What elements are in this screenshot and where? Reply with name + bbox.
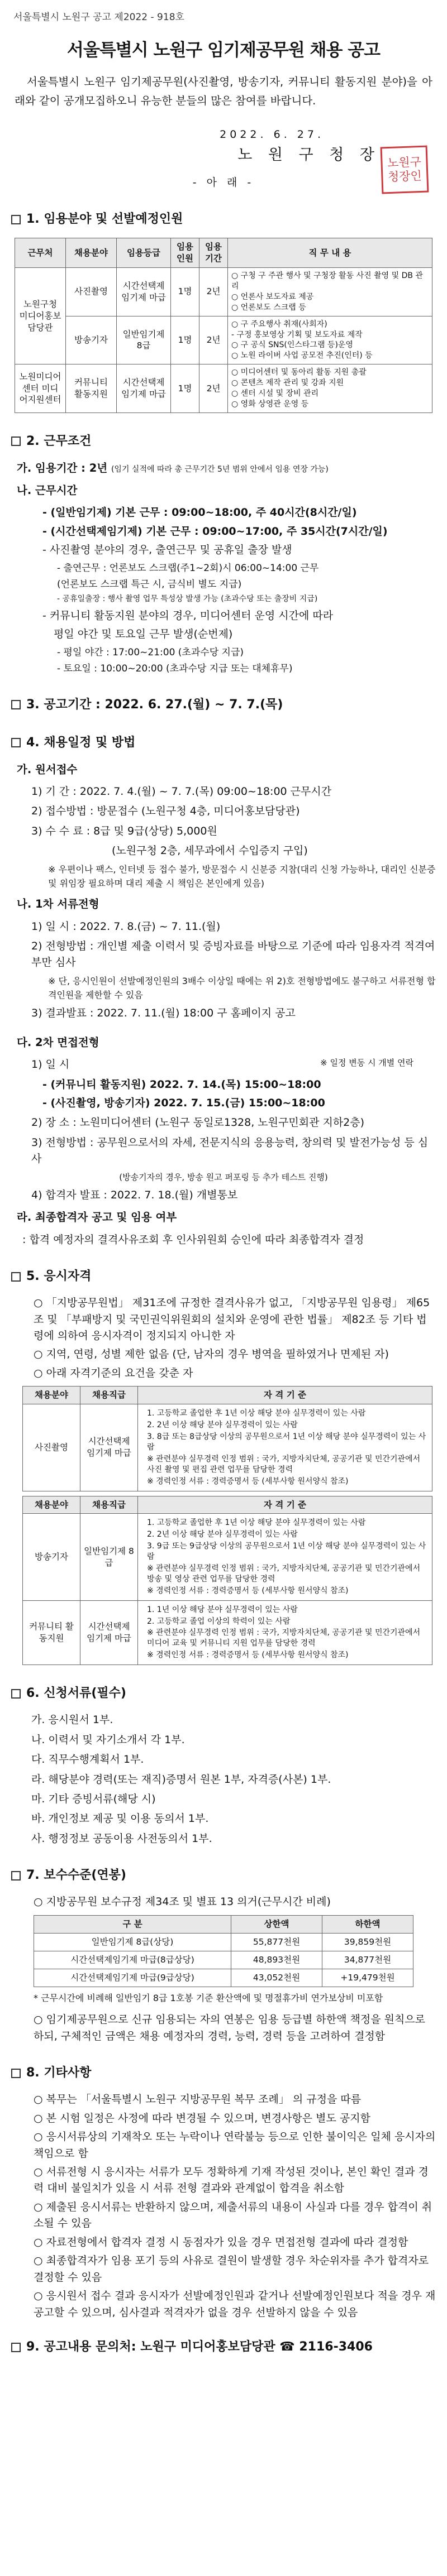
document-item: 라. 해당분야 경력(또는 재직)증명서 원본 1부, 자격증(사본) 1부. (31, 1773, 331, 1786)
cell-max: 55,877천원 (231, 1933, 322, 1951)
cell-period: 2년 (199, 364, 228, 413)
cell-count: 1명 (171, 316, 199, 364)
interview-place: 2) 장 소 : 노원미디어센터 (노원구 동일로1328, 노원구민회관 지하2층) (31, 1116, 365, 1129)
cell-category: 일반임기제 8급(상당) (34, 1933, 231, 1951)
table-row (23, 1514, 432, 1600)
duty-line: - 구정 홍보영상 기획 및 보도자료 제작 (231, 330, 363, 339)
cell-grade: 시간선택제 임기제 마급 (80, 1600, 138, 1664)
cell-grade: 일반임기제 8급 (80, 1514, 138, 1600)
contact-info: 9. 공고내용 문의처: 노원구 미디어홍보담당관 ☎ 2116-3406 (26, 2339, 373, 2354)
cell-max: 43,052천원 (231, 1969, 322, 1987)
duty-line: ○ 언론보도 스크랩 등 (231, 303, 306, 312)
application-heading: 가. 원서접수 (17, 762, 78, 776)
qualification-bullet: ○ 지역, 연령, 성별 제한 없음 (단, 남자의 경우 병역을 필하였거나 면제된 자) (34, 1348, 389, 1361)
table-row (15, 364, 432, 413)
qualification-table-1 (22, 1386, 432, 1491)
table-row (15, 316, 432, 364)
section-1-title: 1. 임용분야 및 선발예정인원 (26, 212, 183, 227)
salary-note: * 근무시간에 비례해 일반임기 8급 1호봉 기준 환산액에 및 명절휴가비 연가보상비 미포함 (34, 1992, 383, 2003)
hours-line: - 출연근무 : 언론보도 스크랩(주1~2회)시 06:00~14:00 근무 (57, 562, 319, 574)
cell-field: 방송기자 (23, 1514, 80, 1600)
table-row (23, 1404, 432, 1491)
col-reqs: 자 격 기 준 (138, 1496, 432, 1514)
cell-office: 노원구청 미디어홍보담당관 (15, 268, 66, 364)
col-category: 구 분 (34, 1915, 231, 1933)
req-item: 1. 1년 이상 해당 분야 실무경력이 있는 사람 (147, 1605, 298, 1614)
document-item: 바. 개인정보 제공 및 이용 동의서 1부. (31, 1812, 209, 1825)
position-table-wrap (15, 238, 432, 413)
section-7-heading (11, 1866, 436, 1885)
table-row (15, 268, 432, 316)
cell-min: +19,479천원 (322, 1969, 413, 1987)
cell-max: 48,893천원 (231, 1951, 322, 1969)
qualification-table-2 (22, 1496, 432, 1666)
col-duties: 직 무 내 용 (228, 238, 432, 268)
intro-text: 서울특별시 노원구 임기제공무원(사진촬영, 방송기자, 커뮤니티 활동지원 분야)을 아래와 같이 공개모집하오니 유능한 분들의 많은 참여를 바랍니다. (15, 75, 432, 107)
qualification-bullet: ○ 아래 자격기준의 요건을 갖춘 자 (34, 1366, 193, 1379)
application-item: 2) 접수방법 : 방문접수 (노원구청 4층, 미디어홍보담당관) (31, 805, 300, 818)
doc-screening-item: 1) 일 시 : 2022. 7. 8.(금) ~ 7. 11.(월) (31, 920, 221, 933)
interview-date-note: ※ 일정 변동 시 개별 연락 (320, 1058, 413, 1068)
interview-result: 4) 합격자 발표 : 2022. 7. 18.(월) 개별통보 (31, 1188, 238, 1201)
hours-line: 평일 야간 및 토요일 근무 발생(순번제) (54, 628, 233, 641)
cell-category: 시간선택제임기제 마급(9급상당) (34, 1969, 231, 1987)
official-seal (381, 146, 429, 194)
interview-date-label: 1) 일 시 (31, 1058, 70, 1071)
duty-line: ○ 노원 라이버 사업 공모전 추진(인터) 등 (231, 351, 373, 361)
table-row (34, 1951, 413, 1969)
table-row (23, 1600, 432, 1664)
application-note: ※ 우편이나 팩스, 인터넷 등 접수 불가, 방문접수 시 신분증 지참(대리 신청 가능하나, 대리인 신분증 및 위임장 필요하며 대리 제출 시 책임은 본인에게 있음) (48, 864, 436, 889)
duty-line: ○ 영화 상영관 운영 등 (231, 399, 309, 409)
section-2-heading (11, 432, 436, 451)
hours-line: - 평일 야간 : 17:00~21:00 (초과수당 지급) (57, 646, 244, 658)
interview-date-row (31, 1057, 436, 1073)
hours-line: - (일반임기제) 기본 근무 : 09:00~18:00, 주 40시간(8시간/일) (42, 506, 357, 519)
hours-line: (언론보도 스크랩 특근 시, 금식비 별도 지급) (57, 578, 242, 590)
term-heading (17, 460, 436, 477)
section-6-heading (11, 1684, 436, 1703)
req-item: 3. 9급 또는 9급상당 이상의 공무원으로서 1년 이상 해당 분야 실무경력이 있는 사람 (147, 1542, 426, 1562)
hours-line: - 사진촬영 분야의 경우, 출연근무 및 공휴일 출장 발생 (42, 544, 292, 557)
section-3-heading (11, 695, 436, 714)
square-bullet-icon (11, 2069, 21, 2078)
section-7-title: 7. 보수수준(연봉) (26, 1868, 126, 1883)
cell-grade: 시간선택제 임기제 마급 (80, 1404, 138, 1491)
req-list (141, 1518, 429, 1596)
col-field: 채용분야 (66, 238, 117, 268)
col-grade: 채용직급 (80, 1496, 138, 1514)
cell-field: 사진촬영 (66, 268, 117, 316)
notice-date: 2022. 6. 27. (220, 128, 324, 141)
document-item: 가. 응시원서 1부. (31, 1714, 113, 1726)
section-9-heading (11, 2338, 436, 2357)
misc-item: ○ 최종합격자가 임용 포기 등의 사유로 결원이 발생할 경우 차순위자를 추가 합격자로 결정할 수 있음 (34, 2254, 429, 2284)
cell-field: 커뮤니티 활동지원 (23, 1600, 80, 1664)
req-note: ※ 경력인정 서류 : 경력증명서 등 (세부사항 원서양식 참조) (147, 1651, 349, 1660)
square-bullet-icon (11, 1689, 21, 1699)
hours-line: - 공휴일출장 : 행사 촬영 업무 특성상 발생 가능 (초과수당 또는 출장비 지급) (57, 594, 318, 604)
doc-screening-note: ※ 단, 응시인원이 선발예정인원의 3배수 이상일 때에는 위 2)호 전형방법에도 불구하고 서류전형 합격인원을 제한할 수 있음 (48, 975, 436, 1000)
table-header-row (23, 1496, 432, 1514)
section-5-heading (11, 1267, 436, 1286)
position-table (15, 238, 432, 413)
cell-field: 방송기자 (66, 316, 117, 364)
cell-grade: 일반임기제 8급 (117, 316, 171, 364)
square-bullet-icon (11, 738, 21, 747)
col-max: 상한액 (231, 1915, 322, 1933)
duty-line: ○ 구청 구 주관 행사 및 구청장 활동 사진 촬영 및 DB 관리 (231, 271, 423, 291)
col-min: 하한액 (322, 1915, 413, 1933)
final-text: : 합격 예정자의 결격사유조회 후 인사위원회 승인에 따라 최종합격자 결정 (22, 1233, 364, 1246)
cell-reqs (138, 1514, 432, 1600)
qualification-table-2-wrap (22, 1496, 432, 1666)
cell-duties (228, 268, 432, 316)
cell-min: 34,877천원 (322, 1951, 413, 1969)
document-item: 나. 이력서 및 자기소개서 각 1부. (31, 1733, 185, 1746)
qualification-table-1-wrap (22, 1386, 432, 1491)
doc-screening-item: 3) 결과발표 : 2022. 7. 11.(월) 18:00 구 홈페이지 공고 (31, 1007, 296, 1020)
square-bullet-icon (11, 436, 21, 446)
doc-screening-item: 2) 전형방법 : 개인별 제출 이력서 및 증빙자료를 바탕으로 기준에 따라 임용자격 적격여부만 심사 (31, 939, 435, 969)
doc-screening-heading: 나. 1차 서류전형 (17, 898, 99, 911)
req-item: 1. 고등학교 졸업한 후 1년 이상 해당 분야 실무경력이 있는 사람 (147, 1409, 366, 1418)
req-note: ※ 경력인정 서류 : 경력증명서 등 (세부사항 원서양식 참조) (147, 1476, 349, 1486)
duty-line: ○ 센터 시설 및 장비 관리 (231, 389, 319, 399)
interview-time: - (커뮤니티 활동지원) 2022. 7. 14.(목) 15:00~18:00 (42, 1078, 321, 1091)
cell-count: 1명 (171, 364, 199, 413)
table-row (34, 1969, 413, 1987)
notice-page (11, 0, 436, 2357)
cell-period: 2년 (199, 268, 228, 316)
cell-field: 사진촬영 (23, 1404, 80, 1491)
section-8-heading (11, 2064, 436, 2083)
duty-line: ○ 구 주요행사 취재(사회자) (231, 319, 327, 329)
col-period: 임용기간 (199, 238, 228, 268)
section-1-heading (11, 210, 436, 229)
seal-line-2: 청장인 (387, 169, 422, 184)
section-6-title: 6. 신청서류(필수) (26, 1686, 126, 1701)
cell-duties (228, 316, 432, 364)
section-4-title: 4. 채용일정 및 방법 (26, 735, 136, 750)
cell-grade: 시간선택제 임기제 마급 (117, 364, 171, 413)
document-item: 다. 직무수행계획서 1부. (31, 1753, 144, 1766)
square-bullet-icon (11, 2343, 21, 2352)
misc-item: ○ 서류전형 시 응시자는 서류가 모두 정확하게 기재 작성된 것이나, 본인 확인 결과 경력 대비 불일치가 있을 시 서류 전형 결과와 관계없이 합격을 취소함 (34, 2166, 429, 2195)
col-count: 임용인원 (171, 238, 199, 268)
req-note: ※ 관련분야 실무경력 인정 범위 : 국가, 지방자치단체, 공공기관 및 민간기관에서 사진 촬영 및 편집 관련 업무를 담당한 경력 (147, 1454, 421, 1474)
section-5-title: 5. 응시자격 (26, 1269, 92, 1284)
col-grade: 채용직급 (80, 1387, 138, 1404)
cell-min: 39,859천원 (322, 1933, 413, 1951)
application-item: (노원구청 2층, 세무과에서 수입증지 구입) (112, 845, 308, 857)
misc-item: ○ 응시서류상의 기재착오 또는 누락이나 연락불능 등으로 인한 불이익은 일체 응시자의 책임으로 함 (34, 2131, 436, 2160)
req-note: ※ 경력인정 서류 : 경력증명서 등 (세부사항 원서양식 참조) (147, 1586, 349, 1595)
term-note: (임기 실적에 따라 총 근무기간 5년 범위 안에서 임용 연장 가능) (111, 464, 329, 474)
salary-bullet: ○ 임기제공무원으로 신규 임용되는 자의 연봉은 임용 등급별 하한액 책정을 원칙으로 하되, 구체적인 금액은 채용 예정자의 경력, 능력, 경력 등을 고려하여 결정함 (34, 2013, 426, 2042)
salary-intro: ○ 지방공무원 보수규정 제34조 및 별표 13 의거(근무시간 비례) (34, 1896, 331, 1908)
misc-item: ○ 본 시험 일정은 사정에 따라 변경될 수 있으며, 변경사항은 별도 공지함 (34, 2112, 370, 2124)
section-2-title: 2. 근무조건 (26, 434, 92, 448)
req-item: 1. 고등학교 졸업한 후 1년 이상 해당 분야 실무경력이 있는 사람 (147, 1518, 366, 1528)
document-item: 사. 행정정보 공동이용 사전동의서 1부. (31, 1832, 212, 1845)
req-item: 2. 고등학교 졸업 이상의 학력이 있는 사람 (147, 1616, 291, 1626)
issuer: 노 원 구 청 장 (237, 146, 380, 164)
table-row (34, 1933, 413, 1951)
seal-line-1: 노원구 (387, 155, 422, 170)
cell-field: 커뮤니티 활동지원 (66, 364, 117, 413)
cell-count: 1명 (171, 268, 199, 316)
misc-item: ○ 복무는 「서울특별시 노원구 지방공무원 복무 조례」 의 규정을 따름 (34, 2093, 362, 2106)
hours-heading: 나. 근무시간 (17, 484, 78, 497)
cell-reqs (138, 1600, 432, 1664)
qualification-bullet: ○ 「지방공무원법」 제31조에 규정한 결격사유가 없고, 「지방공무원 임용령」 제65조 및 「부패방지 및 국민권익위원회의 설치와 운영에 관한 법률」 제82조 등 기타 법령에 의하여 응시자격이 정지되지 아니한 자 (34, 1297, 430, 1342)
duty-line: ○ 언론사 보도자료 제공 (231, 292, 314, 301)
application-item: 3) 수 수 료 : 8급 및 9급(상당) 5,000원 (31, 824, 217, 837)
cell-duties (228, 364, 432, 413)
duty-line: ○ 구 공식 SNS(인스타그램 등)운영 (231, 340, 353, 350)
square-bullet-icon (11, 1871, 21, 1881)
interview-time: - (사진촬영, 방송기자) 2022. 7. 15.(금) 15:00~18:00 (42, 1096, 325, 1109)
cell-grade: 시간선택제 임기제 마급 (117, 268, 171, 316)
req-note: ※ 관련분야 실무경력 인정 범위 : 국가, 지방자치단체, 공공기관 및 민간기관에서 방송 및 영상 관련 업무를 담당한 경력 (147, 1564, 421, 1584)
section-8-title: 8. 기타사항 (26, 2066, 92, 2080)
misc-item: ○ 응시원서 접수 결과 응시자가 선발예정인원과 같거나 선발예정인원보다 적을 경우 재공고할 수 있으며, 심사결과 적격자가 없을 경우 선발하지 않을 수 있음 (34, 2290, 436, 2319)
req-note: ※ 관련분야 실무경력 인정 범위 : 국가, 지방자치단체, 공공기관 및 민간기관에서 미디어 교육 및 커뮤니티 지원 업무를 담당한 경력 (147, 1628, 421, 1648)
interview-heading: 다. 2차 면접전형 (17, 1035, 99, 1049)
col-reqs: 자 격 기 준 (138, 1387, 432, 1404)
req-item: 2. 2년 이상 해당 분야 실무경력이 있는 사람 (147, 1421, 298, 1430)
misc-item: ○ 자료전형에서 합격자 결정 시 동점자가 있을 경우 면접전형 결과에 따라 결정함 (34, 2236, 408, 2248)
document-item: 마. 기타 증빙서류(해당 시) (31, 1792, 156, 1805)
req-list (141, 1408, 429, 1486)
final-heading: 라. 최종합격자 공고 및 임용 여부 (17, 1211, 177, 1224)
table-header-row (23, 1387, 432, 1404)
cell-office: 노원미디어센터 미디어지원센터 (15, 364, 66, 413)
section-3-title: 3. 공고기간 : 2022. 6. 27.(월) ~ 7. 7.(목) (26, 697, 283, 712)
duty-line: ○ 콘텐츠 제작 관리 및 강좌 지원 (231, 378, 344, 388)
cell-period: 2년 (199, 316, 228, 364)
hours-line: - (시간선택제임기제) 기본 근무 : 09:00~17:00, 주 35시간(7시간/일) (42, 525, 388, 538)
ara-divider: - 아 래 - (192, 176, 255, 189)
req-item: 3. 8급 또는 8급상당 이상의 공무원으로서 1년 이상 해당 분야 실무경력이 있는 사람 (147, 1432, 426, 1452)
interview-method-note: (방송기자의 경우, 방송 원고 퍼포링 등 추가 테스트 진행) (119, 1172, 328, 1182)
col-grade: 임용등급 (117, 238, 171, 268)
cell-category: 시간선택제임기제 마급(8급상당) (34, 1951, 231, 1969)
square-bullet-icon (11, 700, 21, 709)
table-header-row (15, 238, 432, 268)
square-bullet-icon (11, 215, 21, 224)
req-list (141, 1605, 429, 1661)
page-title: 서울특별시 노원구 임기제공무원 채용 공고 (66, 40, 381, 61)
application-item: 1) 기 간 : 2022. 7. 4.(월) ~ 7. 7.(목) 09:00~18:00 근무시간 (31, 785, 332, 798)
col-office: 근무처 (15, 238, 66, 268)
table-header-row (34, 1915, 413, 1933)
cell-reqs (138, 1404, 432, 1491)
salary-table-wrap (34, 1915, 413, 1987)
hours-line: - 토요일 : 10:00~20:00 (초과수당 지급 또는 대체휴무) (57, 663, 293, 675)
interview-method: 3) 전형방법 : 공무원으로서의 자세, 전문지식의 응용능력, 창의력 및 발전가능성 등 심사 (31, 1136, 429, 1165)
duty-line: ○ 미디어센터 및 동아리 활동 지원 총괄 (231, 368, 367, 377)
req-item: 2. 2년 이상 해당 분야 실무경력이 있는 사람 (147, 1530, 298, 1539)
misc-item: ○ 제출된 응시서류는 반환하지 않으며, 제출서류의 내용이 사실과 다를 경우 합격이 취소될 수 있음 (34, 2200, 432, 2230)
section-4-heading (11, 733, 436, 752)
col-field: 채용분야 (23, 1387, 80, 1404)
col-field: 채용분야 (23, 1496, 80, 1514)
square-bullet-icon (11, 1272, 21, 1282)
salary-table (34, 1915, 413, 1987)
term-label: 가. 임용기간 : 2년 (17, 461, 108, 474)
notice-number: 서울특별시 노원구 공고 제2022 - 918호 (13, 12, 184, 23)
hours-line: - 커뮤니티 활동지원 분야의 경우, 미디어센터 운영 시간에 따라 (42, 610, 334, 622)
